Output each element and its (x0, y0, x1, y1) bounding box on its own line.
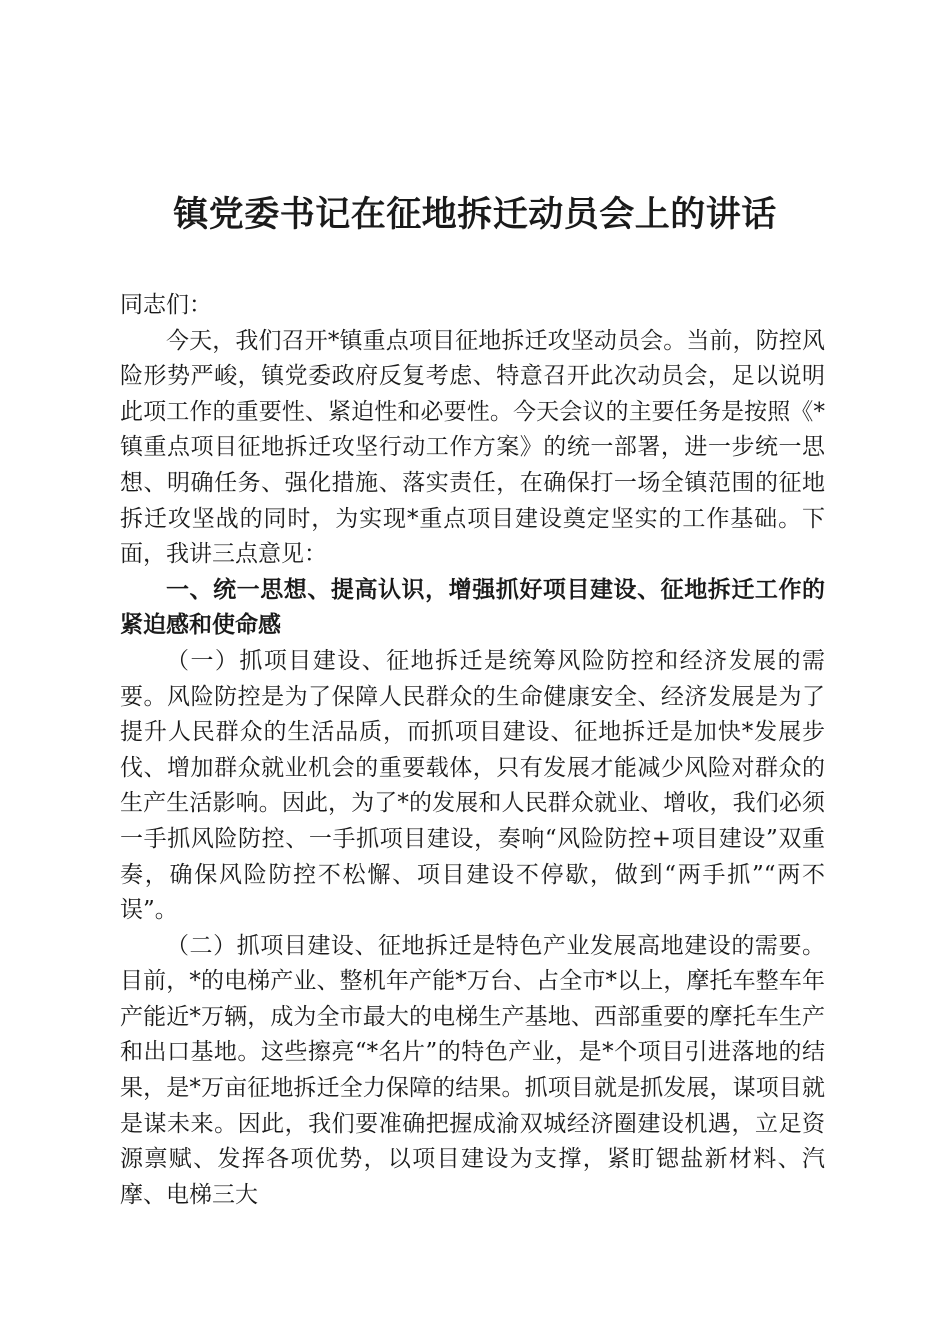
point-1-text: 风险防控是为了保障人民群众的生命健康安全、经济发展是为了提升人民群众的生活品质，而抓项目建设、征地拆迁是加快*发展步伐、增加群众就业机会的重要载体，只有发展才能减少风险对群众的生产生活影响。因此，为了*的发展和人民群众就业、增收，我们必须一手抓风险防控、一手抓项目建设，奏响“风险防控+项目建设”双重奏，确保风险防控不松懈、项目建设不停歇，做到“两手抓”“两不误”。 (120, 683, 826, 924)
point-2-text: 目前，*的电梯产业、整机年产能*万台、占全市*以上，摩托车整车年产能近*万辆，成为全市最大的电梯生产基地、西部重要的摩托车生产和出口基地。这些擦亮“*名片”的特色产业，是*个项目引进落地的结果，是*万亩征地拆迁全力保障的结果。抓项目就是抓发展，谋项目就是谋未来。因此，我们要准确把握成渝双城经济圈建设机遇，立足资源禀赋、发挥各项优势，以项目建设为支撑，紧盯锶盐新材料、汽摩、电梯三大 (120, 968, 825, 1208)
point-1-paragraph (120, 644, 825, 929)
point-2-heading: （二）抓项目建设、征地拆迁是特色产业发展高地建设的需要。 (166, 932, 825, 959)
salutation: 同志们： (120, 292, 212, 318)
document-title: 镇党委书记在征地拆迁动员会上的讲话 (173, 194, 777, 235)
point-2-paragraph (120, 929, 825, 1214)
document-body (120, 288, 825, 1213)
section-1-heading: 一、统一思想、提高认识，增强抓好项目建设、征地拆迁工作的紧迫感和使命感 (120, 576, 825, 639)
point-1-heading: （一）抓项目建设、征地拆迁是统筹风险防控和经济发展的需要。 (120, 647, 825, 710)
intro-paragraph: 今天，我们召开*镇重点项目征地拆迁攻坚动员会。当前，防控风险形势严峻，镇党委政府反复考虑、特意召开此次动员会，足以说明此项工作的重要性、紧迫性和必要性。今天会议的主要任务是按照《*镇重点项目征地拆迁攻坚行动工作方案》的统一部署，进一步统一思想、明确任务、强化措施、落实责任，在确保打一场全镇范围的征地拆迁攻坚战的同时，为实现*重点项目建设奠定坚实的工作基础。下面，我讲三点意见： (120, 327, 825, 568)
